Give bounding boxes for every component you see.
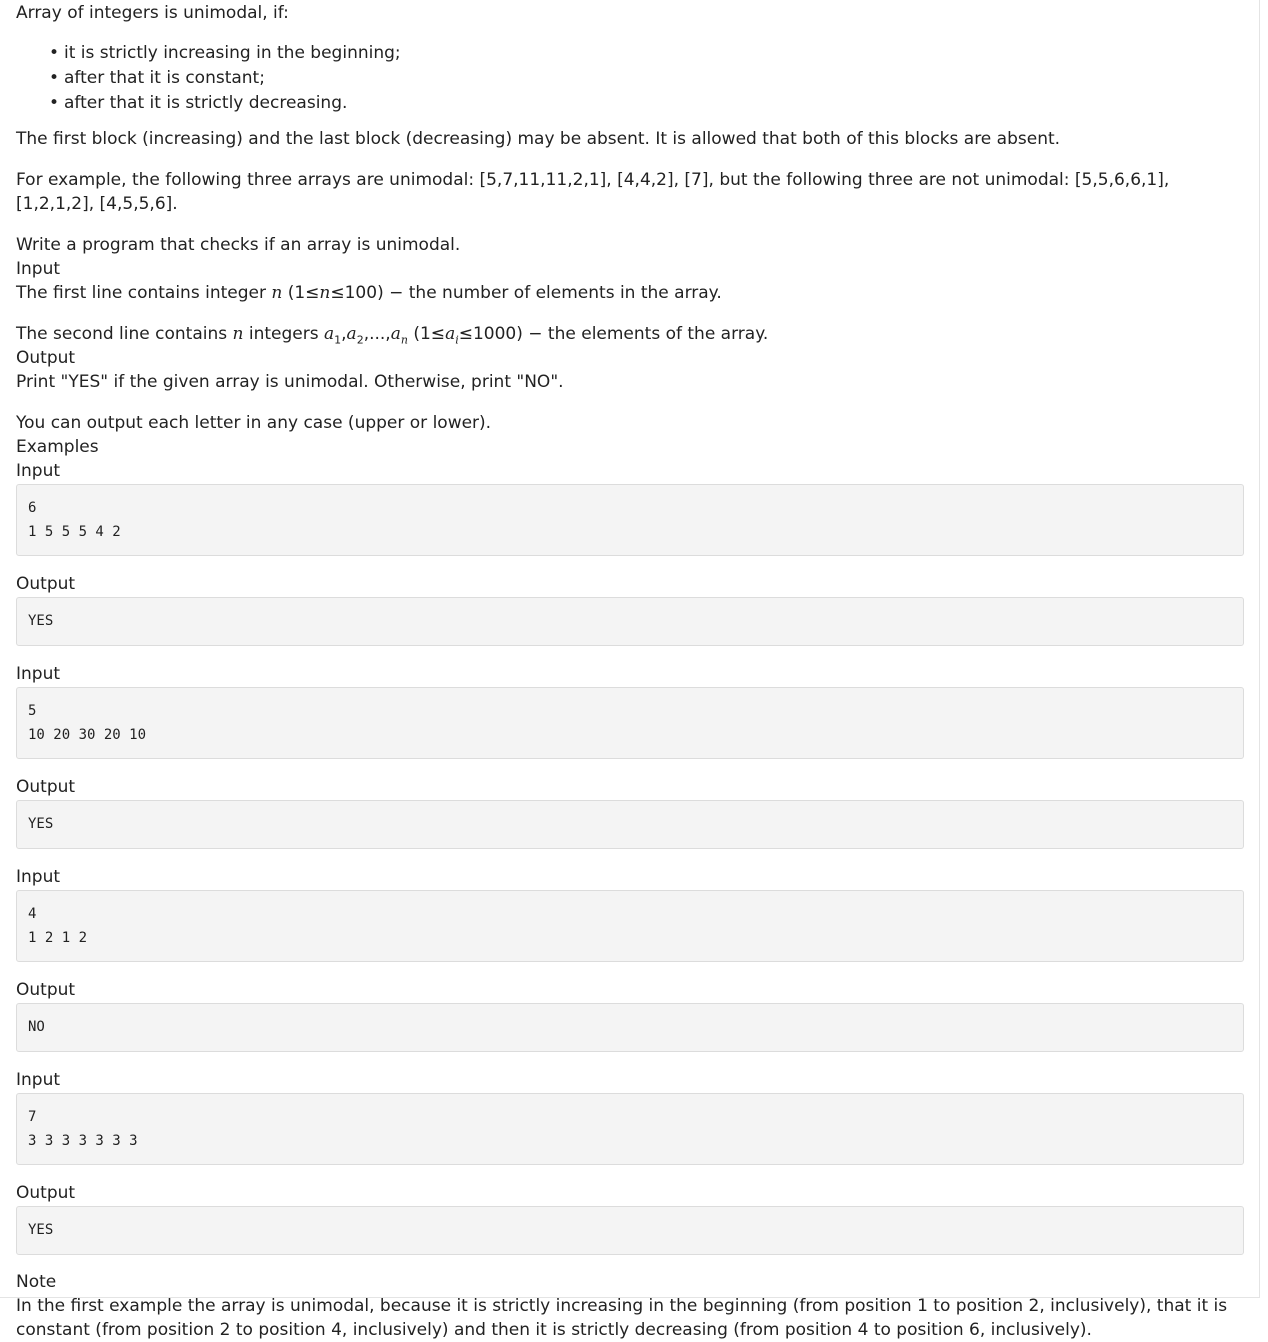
example-input-box[interactable] (16, 687, 1244, 759)
case-note: You can output each letter in any case (upper or lower). (16, 413, 492, 433)
note-heading: Note (16, 1272, 57, 1292)
example-output-line: NO (28, 1019, 45, 1035)
problem-content (16, 1, 1244, 1342)
example-output-box[interactable] (16, 1003, 1244, 1052)
condition-item: • after that it is strictly decreasing. (64, 91, 1244, 116)
input-heading: Input (16, 259, 61, 279)
input-first-line-spec: The first line contains integer n (1≤n≤100) − the number of elements in the array. (16, 283, 722, 303)
example-output-box[interactable] (16, 1206, 1244, 1255)
condition-item: • after that it is constant; (64, 66, 1244, 91)
example-output-label: Output (16, 777, 76, 797)
example-input-label: Input (16, 1070, 61, 1090)
example-input-line: 3 3 3 3 3 3 3 (28, 1133, 138, 1149)
output-heading: Output (16, 348, 76, 368)
example-input-label: Input (16, 664, 61, 684)
example-arrays-text: For example, the following three arrays are unimodal: [5,7,11,11,2,1], [4,4,2], [7], but the following three are not unimodal: [5,5,6,6,1], [1,2,1,2], [4,5,5,6]. (16, 170, 1170, 214)
absent-note: The first block (increasing) and the last block (decreasing) may be absent. It is allowed that both of this blocks are absent. (16, 129, 1061, 149)
example-output-label: Output (16, 1183, 76, 1203)
example-input-line: 1 2 1 2 (28, 930, 88, 946)
intro-text: Array of integers is unimodal, if: (16, 3, 289, 23)
example-input-label: Input (16, 867, 61, 887)
example-input-line: 4 (28, 906, 37, 922)
task-text: Write a program that checks if an array is unimodal. (16, 235, 461, 255)
example-input-line: 7 (28, 1109, 37, 1125)
example-input-line: 6 (28, 500, 37, 516)
example-input-box[interactable] (16, 484, 1244, 556)
example-output-box[interactable] (16, 597, 1244, 646)
example-output-label: Output (16, 574, 76, 594)
example-output-label: Output (16, 980, 76, 1000)
example-input-box[interactable] (16, 1093, 1244, 1165)
example-input-label: Input (16, 461, 61, 481)
input-second-line-spec: The second line contains n integers $a_1,a_2,...,a_n$ $(1\le a_i\le 1000)$ − the elements of the array. (16, 324, 769, 347)
output-spec: Print "YES" if the given array is unimodal. Otherwise, print "NO". (16, 372, 564, 392)
note-text: In the first example the array is unimodal, because it is strictly increasing in the beginning (from position 1 to position 2, inclusively), that it is constant (from position 2 to position 4, inclusively) and then it is strictly decreasing (from position 4 to position 6, inclusively). (16, 1296, 1228, 1340)
examples-heading: Examples (16, 437, 99, 457)
example-output-line: YES (28, 1222, 54, 1238)
conditions-list (16, 41, 1244, 116)
example-output-box[interactable] (16, 800, 1244, 849)
example-input-line: 10 20 30 20 10 (28, 727, 147, 743)
example-input-box[interactable] (16, 890, 1244, 962)
example-input-line: 1 5 5 5 4 2 (28, 524, 121, 540)
example-output-line: YES (28, 613, 54, 629)
example-input-line: 5 (28, 703, 37, 719)
example-output-line: YES (28, 816, 54, 832)
condition-item: • it is strictly increasing in the beginning; (64, 41, 1244, 66)
